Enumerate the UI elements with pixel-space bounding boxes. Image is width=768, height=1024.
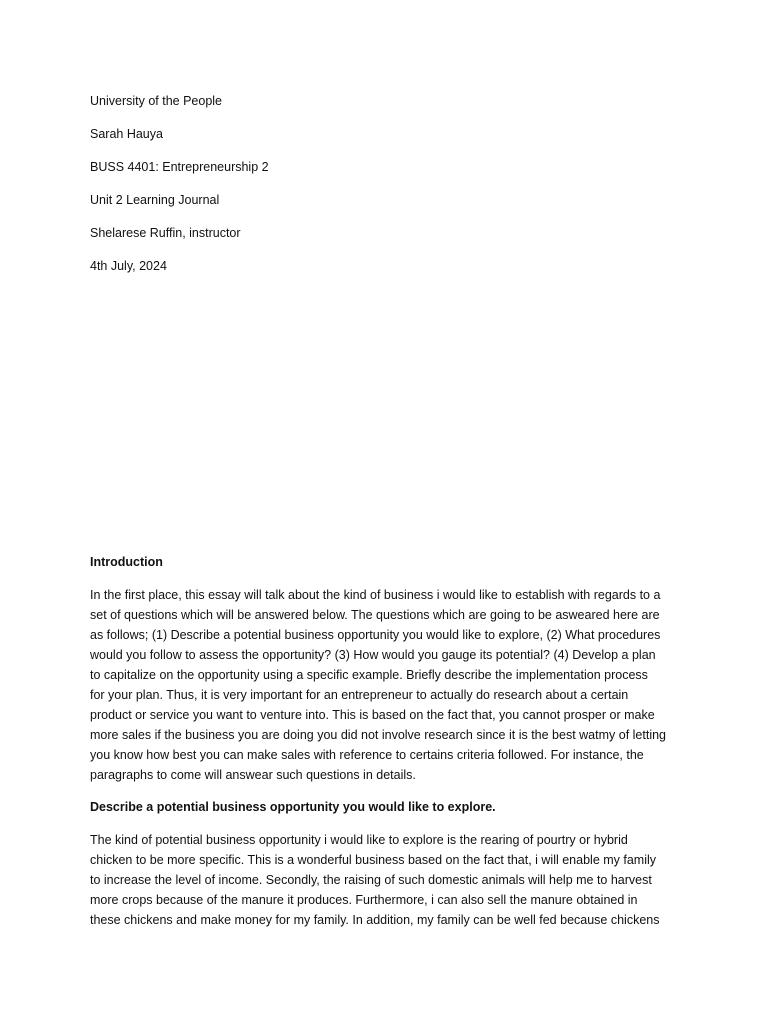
paragraph-line: In the first place, this essay will talk about the kind of business i would like to establish with regards to a xyxy=(90,588,661,602)
introduction-paragraph xyxy=(90,585,680,785)
paragraph-line: you know how best you can make sales with reference to certains criteria followed. For instance, the xyxy=(90,748,644,762)
paragraph-line: as follows; (1) Describe a potential business opportunity you would like to explore, (2) What procedures xyxy=(90,628,661,642)
paragraph-line: more crops because of the manure it produces. Furthermore, i can also sell the manure obtained in xyxy=(90,893,638,907)
introduction-heading: Introduction xyxy=(90,555,163,569)
paragraph-line: to increase the level of income. Secondly, the raising of such domestic animals will help me to harvest xyxy=(90,873,652,887)
assignment-title: Unit 2 Learning Journal xyxy=(90,193,220,207)
paragraph-line: to capitalize on the opportunity using a specific example. Briefly describe the implementation process xyxy=(90,668,648,682)
question-1-heading: Describe a potential business opportunity you would like to explore. xyxy=(90,800,496,814)
paragraph-line: for your plan. Thus, it is very important for an entrepreneur to actually do research about a certain xyxy=(90,688,629,702)
paragraph-line: The kind of potential business opportunity i would like to explore is the rearing of pourtry or hybrid xyxy=(90,833,628,847)
course-name: BUSS 4401: Entrepreneurship 2 xyxy=(90,160,269,174)
paragraph-line: chicken to be more specific. This is a wonderful business based on the fact that, i will enable my family xyxy=(90,853,657,867)
institution-name: University of the People xyxy=(90,94,223,108)
paragraph-line: product or service you want to venture into. This is based on the fact that, you cannot prosper or make xyxy=(90,708,655,722)
essay-body xyxy=(90,553,680,943)
instructor-name: Shelarese Ruffin, instructor xyxy=(90,226,241,240)
submission-date: 4th July, 2024 xyxy=(90,259,167,273)
author-name: Sarah Hauya xyxy=(90,127,163,141)
paragraph-line: set of questions which will be answered below. The questions which are going to be asweared here are xyxy=(90,608,660,622)
paragraph-line: more sales if the business you are doing you did not involve research since it is the best watmy of letting xyxy=(90,728,666,742)
paragraph-line: these chickens and make money for my family. In addition, my family can be well fed because chickens xyxy=(90,913,660,927)
paragraph-line: would you follow to assess the opportunity? (3) How would you gauge its potential? (4) Develop a plan xyxy=(90,648,656,662)
question-1-paragraph xyxy=(90,830,680,930)
paragraph-line: paragraphs to come will answear such questions in details. xyxy=(90,768,416,782)
title-block xyxy=(90,93,690,291)
